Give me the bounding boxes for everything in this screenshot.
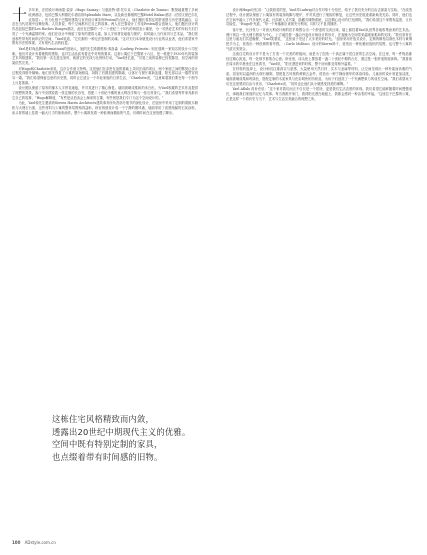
pull-quote [52, 413, 191, 463]
article-paragraph-5: 为此，Yael和先生邀请到Steven Harris Architects建筑事务所负责部分细节的深化设计，在厨房中采用了定制的胡桃木橱柜与大理石台面，这些材料与公寓的整体氛围相得益彰。卧室则被设计成一个宁静的避风港，墙面采用了质感细腻的石灰涂料，床头背景墙上挂着一幅大尺寸的抽象画作。整个公寓散发着一种低调而精致的气息，仿佛时间在这里放慢了脚步。 [12, 101, 198, 115]
site-url: ADstyle.com.cn [24, 540, 56, 545]
pull-quote-line-4: 也点缀着带有时间感的旧物。 [52, 451, 163, 462]
pull-quote-line-3: 空间中既有特别定制的家具， [52, 439, 163, 450]
page-footer [12, 540, 56, 545]
article-paragraph-7: 客厅里，长沙发与一对意大利设计师的扶手椅围合出一个舒适的交谈区域，墙上悬挂着Yael从世界各地收集而来的艺术品。餐厅则以一张大理石圆桌为中心，上方悬挂着一盏由丹麦设计师设计的吊灯，在夜晚为空间带来温暖而柔和的光线。“我们常常在这里与朋友们共进晚餐，”Yael笑着说，“这张桌子见证了太多美好的时光。”厨房采用开放式设计，定制的橱柜以深色木材与黄铜把手为主，营造出一种低调的奢华感。（Carlo Mollino）设计的Sierra椅子，营造出一种优雅而放松的氛围，也与整个公寓的气质完美契合。 [226, 27, 412, 51]
article-paragraph-3: 对Hugo和Charlotte来说，这次合作意义特殊。这是他们在亲密友谊的基础上共同完成的项目，两个家庭之间的默契让设计过程变得格外顺畅。他们首先恢复了公寓的原始格局，拆除了后期加建的隔墙，让客厅与餐厅重新连通，阳光得以从一端贯穿到另一端。“我们希望保留这里的历史感，同时让它适合一个年轻家庭的日常生活，”Charlotte说，“这意味着我们要在每一个细节上反复推敲。” [12, 66, 198, 85]
article-paragraph-2: Yael是时尚品牌Informations的创始人，她的先生路德维格·弗洛森（Ludwig Frössén）则在瑞典一家知名的设计公司任职。他们对设计有着敏锐的感知，也对生活品质有着近乎苛刻的要求。这套公寓位于巴黎第十六区，是一栋建于1930年代的装饰艺术风格建筑。“我们第一次走进这里时，就被它的光线与比例所打动，”Yael回忆道，“尽管之前的装修已经很陈旧，但空间的骨架依然完美。” [12, 46, 198, 66]
paragraph-text: 多年来，法国设计师雨果·索泽（Hugo Sauzay）与夏洛特·德·托尔克（Charlotte de Tonnac）默契地重塑了多间欧洲酒店，包括巴黎大利德托尔酒店的Splendido Mare，以及新近修缮的巴黎Hotel Balzac酒店（法国文豪巴尔扎克故居）。作为扎根于巴黎的建筑与室内设计事务所Festen的合伙人，他们擅长将居住的舒适感与历史建筑融合，以及在当代语境中诠释经典。人们常说，每个空间都有它自己的故事。两人在巴黎设计工作室Festen联合创始人，他们擅长设计的作品包括巴黎的Les Roches Rouges酒店，此后在巴黎的一个二十世纪三十年代的两居室公寓里，为一对热爱艺术的年轻夫妇打造了一个充满温情的家。他们在设计中保留了原有的建筑元素，如人字形拼花地板与壁炉，同时融入当代家具与艺术品。“我们热爱那些带有时间印记的空间，”Yael说道，“它们拥有一种无法复制的灵魂。”这对夫妇本身就是设计行业的从业者，他们希望家中既有历史的厚重，又有现代生活的轻盈。 [12, 8, 198, 46]
article-paragraph-6: 设计师Hugo回忆说：“让我欣赏的是，Yael对Ludwig对合作对象十分信任，给予了我们充分的自由去探索与实验。”在改造过程中，设计团队保留了公寓原有的装饰线脚与壁炉，并对其进行了细致的修复，让这些历史痕迹重新焕发光彩。同时，他们也在空间中融入了许多现代元素，比如嵌入式书架、隐藏式储物系统，以及精心设计的灯光照明。“我们希望这个家既有温度，又有功能性，”Hugo补充道，“每一个角落都应该被充分利用，同时又不显得拥挤。” [226, 8, 412, 27]
article-paragraph-8: 这座住宅的设计并不是为了打造一个完美的样板间，而是为了创造一个真正属于居住者的生活空间。在这里，每一件物品都经过精心挑选，每一处细节都饱含心意。卧室里，床头柜上摆放着一盏二十世纪中期的台灯，窗边是一张舒适的阅读椅。“我喜欢在周末的早晨坐在这里看书，”Yael说，“阳光洒进来的时候，整个房间都变得格外温柔。” [226, 52, 412, 66]
article-right-column [226, 8, 412, 102]
article-paragraph-10: Yael Aflalo 再补充说：“这个家对我们而言不仅仅是一个居所，更是我们生活态度的体现。我们希望它能够随着时间慢慢成长，承载我们家庭的记忆与故事。每当我推开家门，看到阳光洒在地板上，我都会感到一种由衷的幸福。”这座位于巴黎的公寓，正是这样一个将历史与当下、艺术与生活完美融合的理想之所。 [226, 87, 412, 101]
article-left-column [12, 5, 198, 116]
pull-quote-line-1: 这栋住宅风格精致而内敛， [52, 414, 154, 424]
page-number: 100 [12, 540, 21, 545]
article-paragraph-1 [12, 5, 198, 46]
article-paragraph-4: 设计团队保留了原有的橡木人字拼花地板，并对其进行了精心修复。墙面被刷成柔和的米白色，为Yael收藏的艺术作品提供了理想的背景。客厅中央摆放着一张定制的长沙发，搭配二十世纪中期的意大利扶手椅与一张石材茶几。“我们希望每件家具都有它自己的故事，”Hugo解释道，“有些是从拍卖会上淘来的古董，有些则是我们专门为这个空间设计的。” [12, 86, 198, 100]
drop-cap: 十 [12, 5, 28, 24]
article-paragraph-9: 在材料的选择上，设计师们注重真实与质感，大量使用天然石材、实木与亚麻等材料，让空间呈现出一种朴素而高雅的气质。浴室则以温润的大理石铺陈，搭配复古风格的黄铜五金件，营造出一种宁静而奢华的沐浴体验。儿童房的设计则更加活泼，墙面被刷成柔和的绿色，搭配定制的木质家具与色彩明快的纺织品，为孩子们创造了一个充满想象力的成长空间。“我们希望孩子们在这里感到自由与快乐，”Charlotte说，“同时也让他们从小就感受到美的熏陶。” [226, 67, 412, 86]
pull-quote-line-2: 透露出20世纪中期现代主义的优雅。 [52, 426, 191, 437]
